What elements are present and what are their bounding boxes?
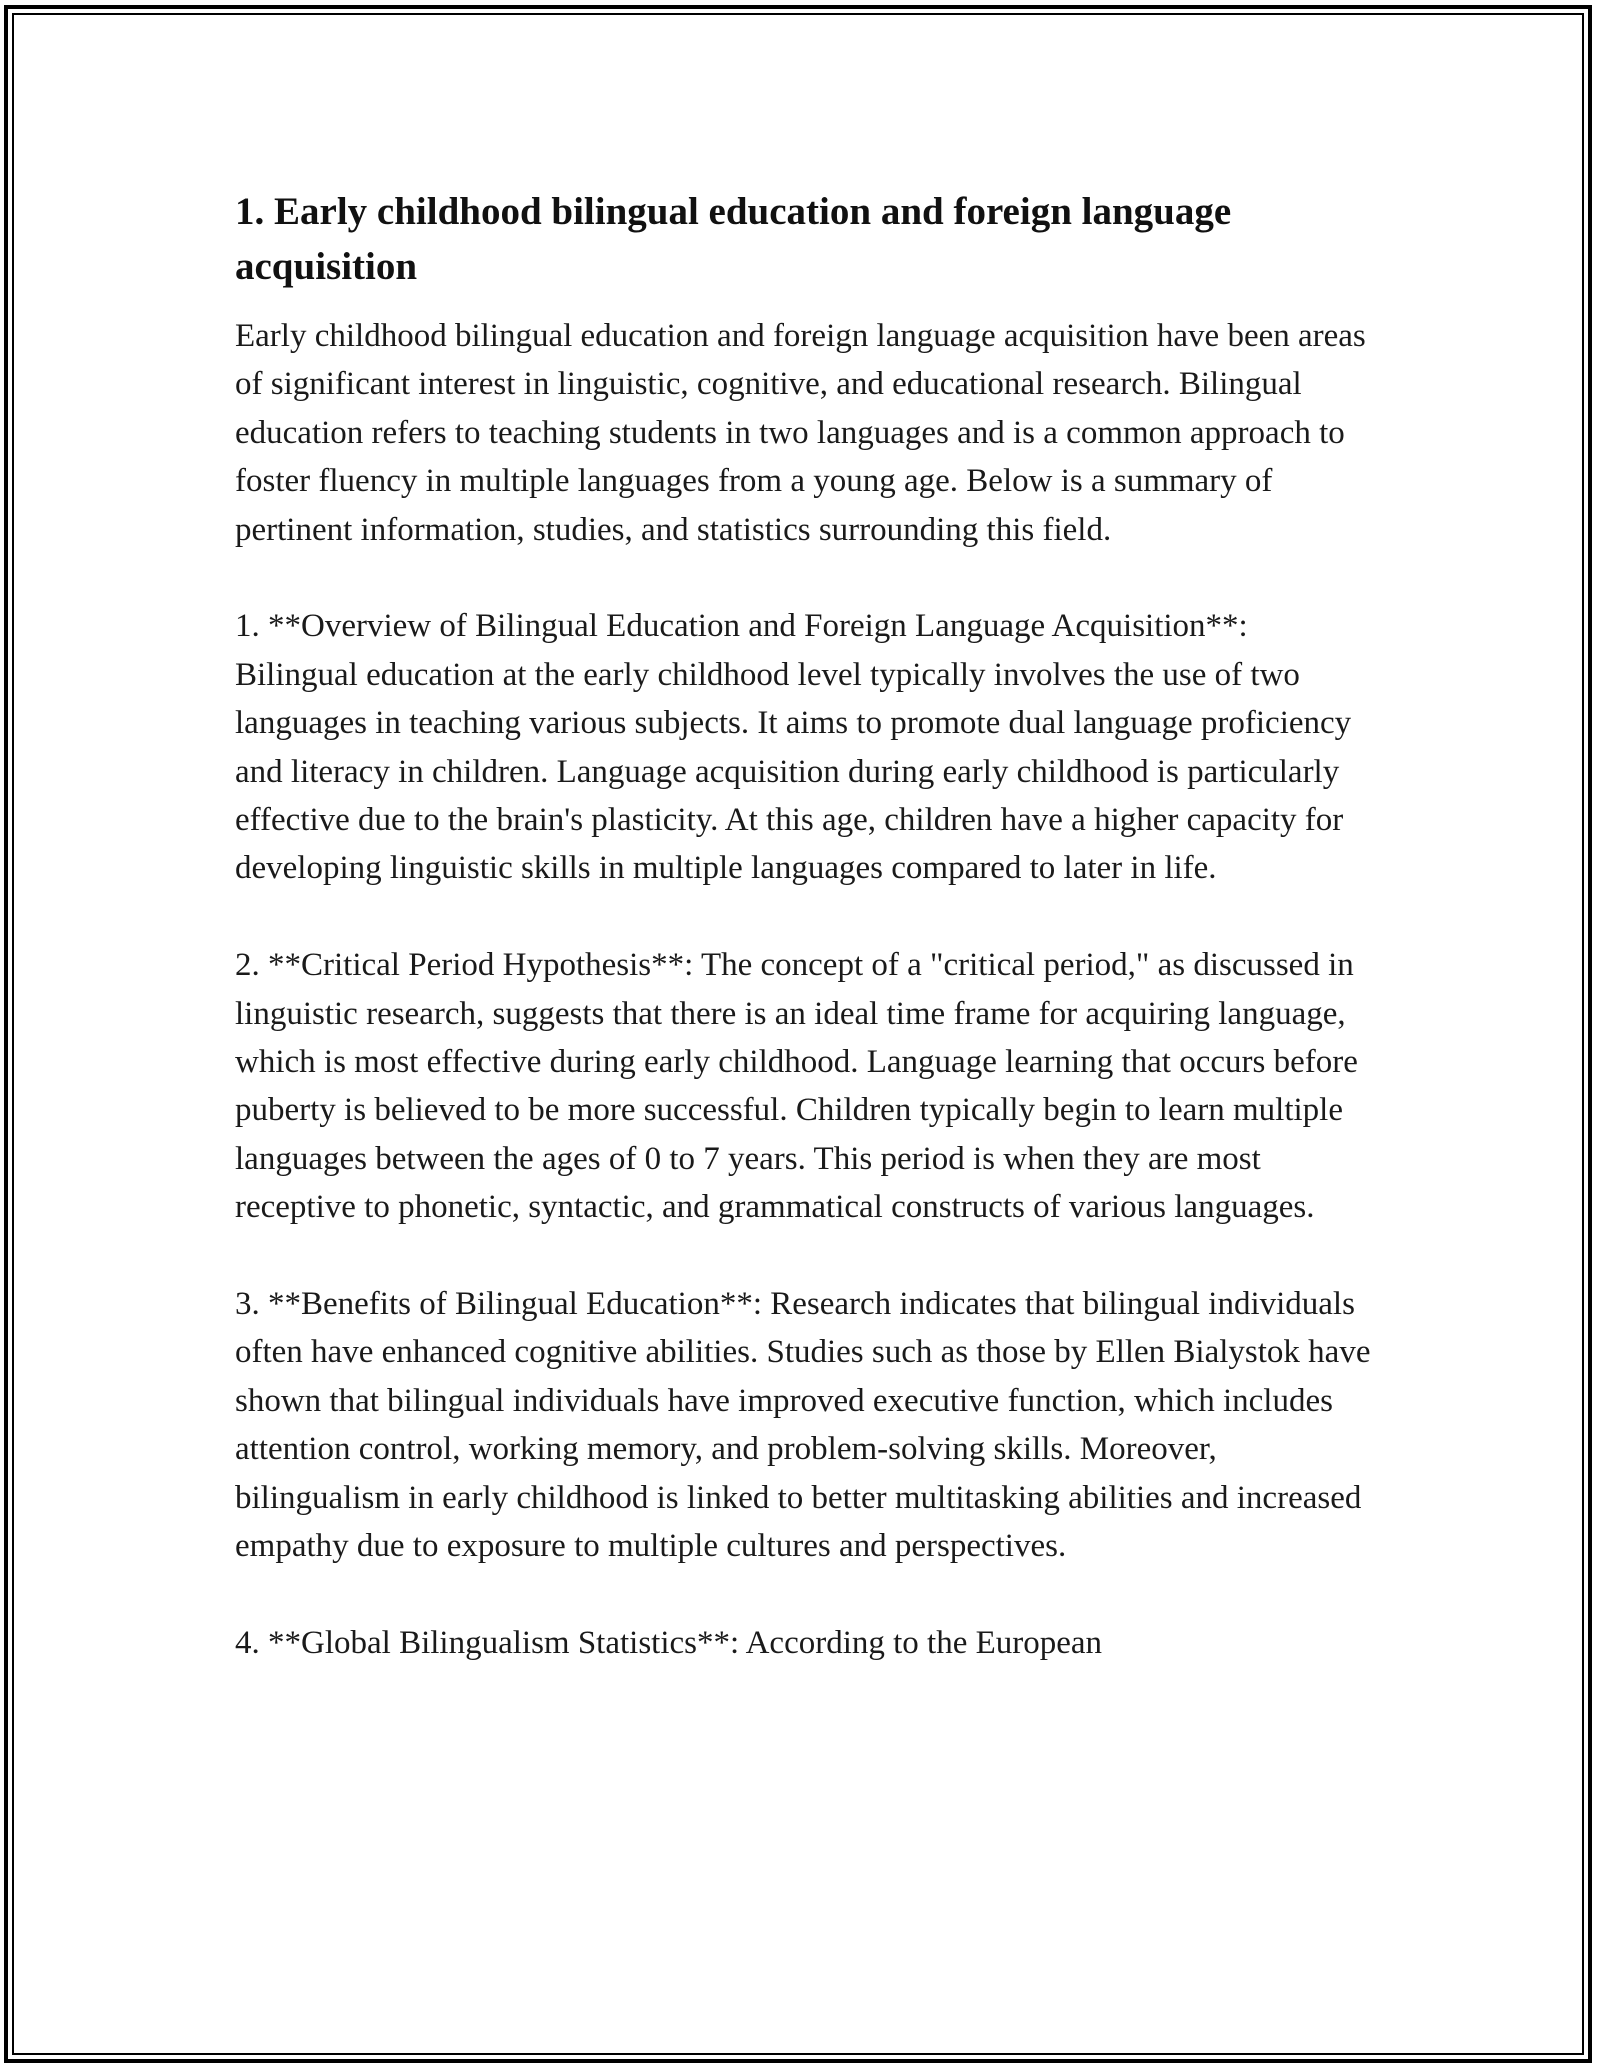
critical-period-paragraph: 2. **Critical Period Hypothesis**: The concept of a "critical period," as discussed in linguistic research, suggests that there is an ideal time frame for acquiring language, which is most effective during early childhood. Language learning that occurs before puberty is believed to be more successful. Children typically begin to learn multiple languages between the ages of 0 to 7 years. This period is when they are most receptive to phonetic, syntactic, and grammatical constructs of various languages. (235, 947, 1358, 1226)
document-body (235, 184, 1375, 1716)
overview-paragraph: 1. **Overview of Bilingual Education and Foreign Language Acquisition**: Bilingual education at the early childhood level typically involves the use of two languages in teaching various subjects. It aims to promote dual language proficiency and literacy in children. Language acquisition during early childhood is particularly effective due to the brain's plasticity. At this age, children have a higher capacity for developing linguistic skills in multiple languages compared to later in life. (235, 608, 1352, 887)
intro-paragraph: Early childhood bilingual education and foreign language acquisition have been areas of significant interest in linguistic, cognitive, and educational research. Bilingual education refers to teaching students in two languages and is a common approach to foster fluency in multiple languages from a young age. Below is a summary of pertinent information, studies, and statistics surrounding this field. (235, 318, 1366, 548)
statistics-paragraph: 4. **Global Bilingualism Statistics**: According to the European (235, 1624, 1103, 1661)
section-heading: 1. Early childhood bilingual education and foreign language acquisition (235, 190, 1232, 288)
benefits-paragraph: 3. **Benefits of Bilingual Education**: Research indicates that bilingual individuals often have enhanced cognitive abilities. Studies such as those by Ellen Bialystok have shown that bilingual individuals have improved executive function, which includes attention control, working memory, and problem-solving skills. Moreover, bilingualism in early childhood is linked to better multitasking abilities and increased empathy due to exposure to multiple cultures and perspectives. (235, 1286, 1371, 1565)
